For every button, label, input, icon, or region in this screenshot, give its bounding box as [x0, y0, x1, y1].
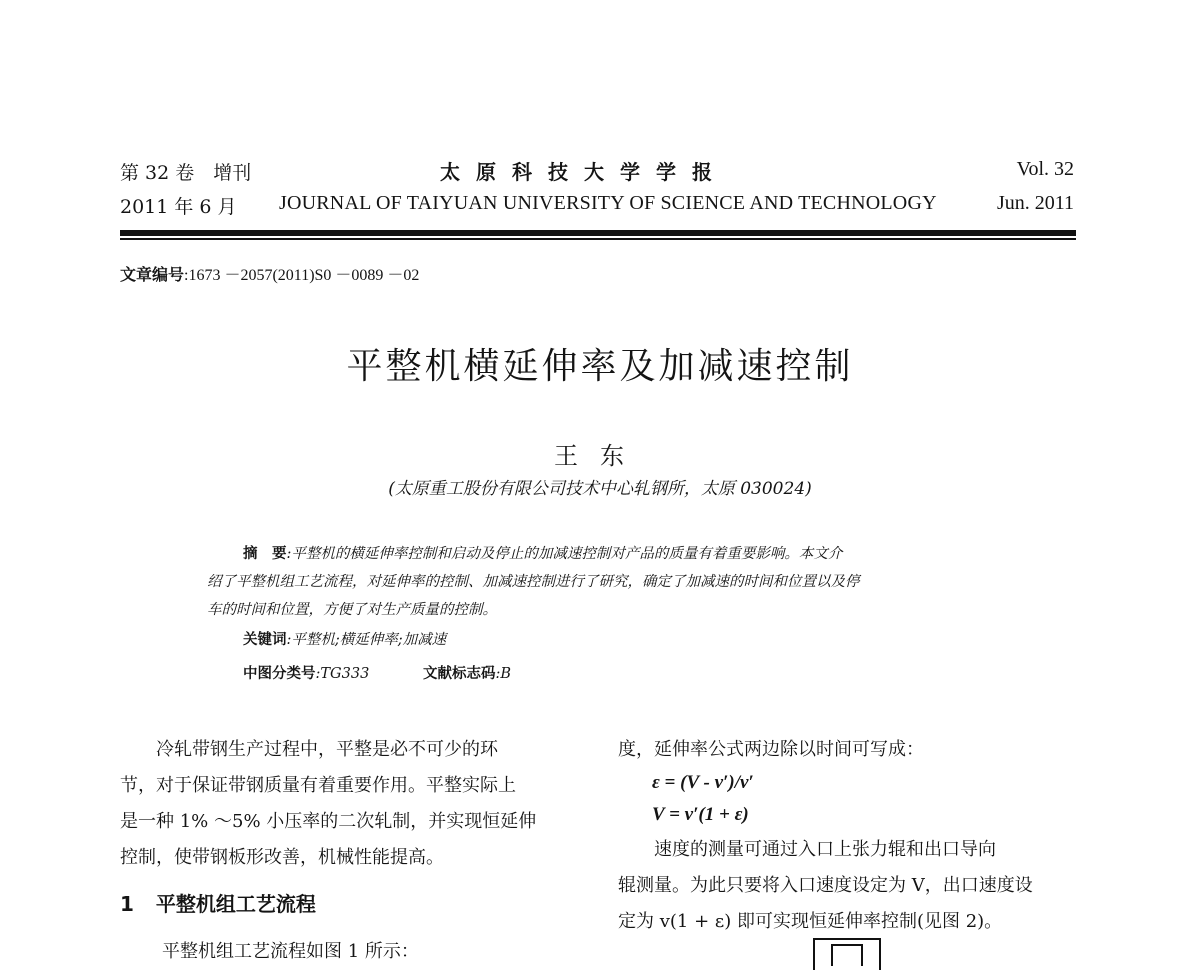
document-code — [423, 662, 511, 683]
header-rule-thick — [120, 230, 1076, 236]
right-paragraph-line-1: 速度的测量可通过入口上张力辊和出口导向 — [654, 839, 996, 860]
left-next-line: 平整机组工艺流程如图 1 所示： — [162, 941, 419, 962]
paper-title: 平整机横延伸率及加减速控制 — [346, 346, 854, 387]
abstract-line-2: 绍了平整机组工艺流程，对延伸率的控制、加减速控制进行了研究，确定了加减速的时间和位置以及停 — [207, 574, 860, 590]
keywords-value: :平整机;横延伸率;加减速 — [286, 632, 447, 648]
left-paragraph-line-4: 控制，使带钢板形改善，机械性能提高。 — [120, 847, 444, 868]
formula-elongation: ε = (V - v′)/v′ — [652, 772, 754, 793]
date-cn: 2011 年 6 月 — [120, 196, 237, 218]
figure-2-partial-inner — [831, 944, 863, 966]
volume-issue-cn: 第 32 卷 增刊 — [120, 162, 252, 184]
journal-title-en: JOURNAL OF TAIYUAN UNIVERSITY OF SCIENCE AND TECHNOLOGY — [279, 192, 937, 214]
date-en: Jun. 2011 — [996, 192, 1074, 214]
formula-velocity: V = v′(1 + ε) — [652, 804, 749, 825]
header-rule-thin — [120, 238, 1076, 240]
abstract-line-3: 车的时间和位置，方便了对生产质量的控制。 — [207, 602, 497, 618]
classification-value: :TG333 — [315, 666, 370, 682]
author-name: 王东 — [554, 442, 646, 470]
volume-en: Vol. 32 — [1016, 158, 1074, 180]
abstract-line-1 — [243, 540, 842, 568]
section-heading — [120, 888, 316, 917]
left-paragraph-line-2: 节，对于保证带钢质量有着重要作用。平整实际上 — [120, 775, 516, 796]
right-line-1: 度，延伸率公式两边除以时间可写成： — [618, 739, 924, 760]
classification-code — [243, 662, 369, 683]
abstract-label: 摘 要 — [243, 546, 287, 562]
left-paragraph-line-1: 冷轧带钢生产过程中，平整是必不可少的环 — [156, 739, 498, 760]
document-code-value: :B — [495, 666, 512, 682]
left-paragraph-line-3: 是一种 1% ～5% 小压率的二次轧制，并实现恒延伸 — [120, 811, 537, 832]
article-number — [120, 262, 419, 285]
document-code-label: 文献标志码 — [423, 666, 496, 682]
classification-label: 中图分类号 — [243, 666, 316, 682]
keywords — [243, 628, 446, 649]
journal-title-cn: 太原科技大学学报 — [440, 160, 728, 184]
keywords-label: 关键词 — [243, 632, 287, 648]
section-title: 平整机组工艺流程 — [155, 892, 316, 916]
article-number-label: 文章编号 — [120, 265, 185, 284]
right-paragraph-line-2: 辊测量。为此只要将入口速度设定为 V，出口速度设 — [618, 875, 1033, 896]
article-number-value: :1673 －2057(2011)S0 －0089 －02 — [184, 267, 420, 284]
author-affiliation: (太原重工股份有限公司技术中心轧钢所，太原 030024) — [388, 479, 812, 499]
abstract-text-1: :平整机的横延伸率控制和启动及停止的加减速控制对产品的质量有着重要影响。本文介 — [286, 546, 843, 562]
right-paragraph-line-3: 定为 v(1 + ε) 即可实现恒延伸率控制(见图 2)。 — [618, 911, 1003, 932]
section-number: 1 — [120, 892, 134, 916]
